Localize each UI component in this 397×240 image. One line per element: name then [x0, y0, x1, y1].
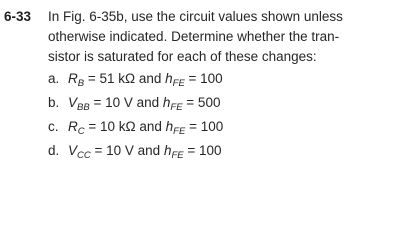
equation-text: = 500	[182, 95, 221, 110]
part-d	[48, 139, 388, 163]
part-letter: a.	[48, 71, 60, 86]
variable: h	[162, 95, 171, 110]
part-letter: b.	[48, 95, 60, 110]
equation-text: = 10 V and	[90, 143, 164, 158]
subscript: BB	[77, 102, 90, 113]
subscript: B	[77, 78, 85, 89]
statement-line: In Fig. 6-35b, use the circuit values shown unless	[48, 9, 343, 24]
statement-line: sistor is saturated for each of these changes:	[48, 49, 317, 64]
equation-text: = 51 kΩ and	[84, 71, 166, 86]
equation-text: = 10 V and	[89, 95, 163, 110]
variable: V	[68, 143, 78, 158]
equation-text: = 100	[185, 119, 224, 134]
variable: h	[165, 119, 174, 134]
variable: h	[163, 143, 172, 158]
problem-statement	[48, 7, 388, 67]
variable: V	[68, 95, 78, 110]
variable: R	[68, 71, 78, 86]
parts-list	[48, 67, 388, 163]
subscript: FE	[171, 150, 184, 161]
part-b	[48, 91, 388, 115]
subscript: FE	[173, 126, 186, 137]
part-c	[48, 115, 388, 139]
part-a	[48, 67, 388, 91]
subscript: C	[77, 126, 85, 137]
equation-text: = 100	[183, 143, 222, 158]
problem-number: 6-33	[4, 9, 32, 24]
equation-text: = 10 kΩ and	[84, 119, 166, 134]
subscript: FE	[172, 78, 185, 89]
subscript: CC	[77, 150, 91, 161]
equation-text: = 100	[184, 71, 223, 86]
variable: h	[165, 71, 173, 86]
part-letter: d.	[48, 143, 60, 158]
part-letter: c.	[48, 119, 59, 134]
variable: R	[68, 119, 78, 134]
statement-line: otherwise indicated. Determine whether the tran-	[48, 29, 340, 44]
subscript: FE	[170, 102, 183, 113]
